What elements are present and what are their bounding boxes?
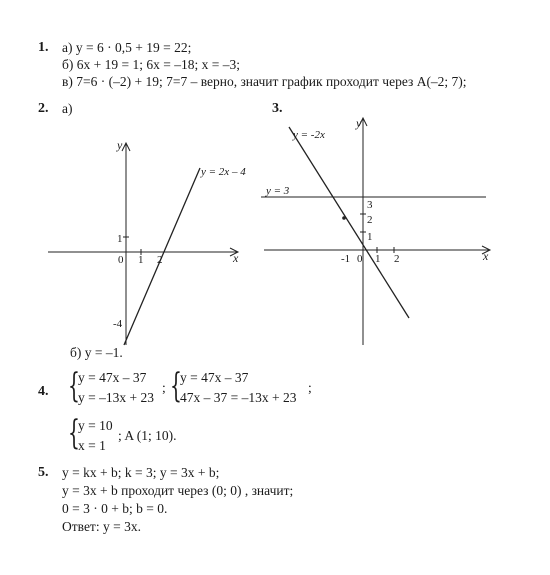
task-3-x-axis-label: x xyxy=(483,249,489,263)
task-5-line3: 0 = 3 · 0 + b; b = 0. xyxy=(62,501,168,516)
task-3-line2-label: y = 3 xyxy=(266,185,290,197)
task-5-answer: Ответ: y = 3x. xyxy=(62,519,141,534)
task-4-system2-line1: y = 47x – 37 xyxy=(180,370,249,385)
task-5-line2: y = 3x + b проходит через (0; 0) , значит; xyxy=(62,483,294,498)
task-3-tick-y3: 3 xyxy=(367,199,373,211)
task-1-line-c: в) 7=6 · (–2) + 19; 7=7 – верно, значит график проходит через A(–2; 7); xyxy=(62,74,467,89)
task-5-line1: y = kx + b; k = 3; y = 3x + b; xyxy=(62,465,220,480)
task-3-tick-x1: 1 xyxy=(375,253,381,265)
task-4-system3-line2: x = 1 xyxy=(78,438,106,453)
task-2-part-b: б) y = –1. xyxy=(70,345,123,360)
task-3-number: 3. xyxy=(272,101,283,116)
task-3-origin-label: 0 xyxy=(357,253,363,265)
task-2-number: 2. xyxy=(38,101,49,116)
task-3-line1-label: y = -2x xyxy=(293,129,325,141)
task-4-result: ; A (1; 10). xyxy=(118,428,177,443)
task-2-origin-label: 0 xyxy=(118,254,124,266)
task-2-tick-y1: 1 xyxy=(117,233,123,245)
task-4-system1-line2: y = –13x + 23 xyxy=(78,390,154,405)
task-4-number: 4. xyxy=(38,384,49,399)
task-4-system3-brace: { xyxy=(68,413,80,453)
task-1-line-b: б) 6x + 19 = 1; 6x = –18; x = –3; xyxy=(62,57,240,72)
task-4-system1-line1: y = 47x – 37 xyxy=(78,370,147,385)
task-2-line-label: y = 2x – 4 xyxy=(201,166,246,178)
task-3-y-axis-label: y xyxy=(356,116,362,130)
task-3-tick-y1: 1 xyxy=(367,231,373,243)
task-3-tick-x2: 2 xyxy=(394,253,400,265)
task-2-part-a: а) xyxy=(62,101,73,116)
task-4-system2-line2: 47x – 37 = –13x + 23 xyxy=(180,390,297,405)
task-4-system2-brace: { xyxy=(170,366,182,406)
task-4-system1-brace: { xyxy=(68,366,80,406)
task-4-separator1: ; xyxy=(162,380,166,395)
task-4-separator2: ; xyxy=(308,380,312,395)
task-2-tick-y-neg4: -4 xyxy=(113,318,123,330)
task-5-number: 5. xyxy=(38,465,49,480)
task-2-tick-x1: 1 xyxy=(138,254,144,266)
task-1-line-a: а) y = 6 · 0,5 + 19 = 22; xyxy=(62,40,192,55)
task-2-y-axis-label: y xyxy=(117,138,123,152)
task-3-tick-y2: 2 xyxy=(367,214,373,226)
task-4-system3-line1: y = 10 xyxy=(78,418,113,433)
task-3-tick-xm1: -1 xyxy=(341,253,351,265)
task-2-tick-x2: 2 xyxy=(157,254,163,266)
task-2-x-axis-label: x xyxy=(233,251,239,265)
task-1-number: 1. xyxy=(38,40,49,55)
